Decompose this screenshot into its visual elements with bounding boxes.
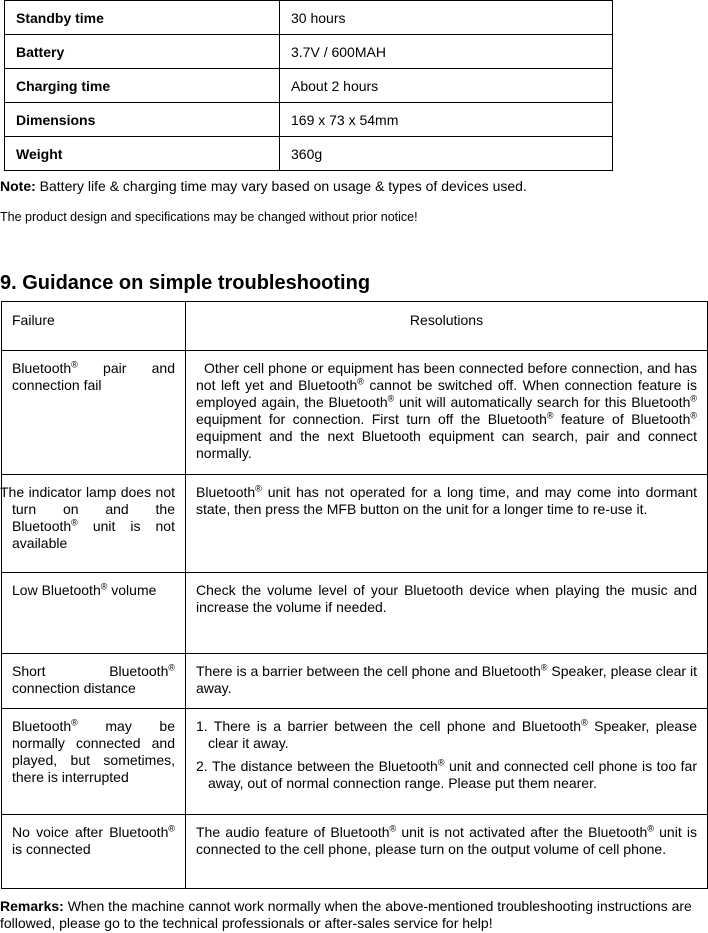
table-row (2, 654, 708, 709)
table-row (2, 709, 708, 815)
section-title: 9. Guidance on simple troubleshooting (0, 272, 371, 294)
troubleshooting-table (1, 301, 708, 889)
resolution-item-2: 2. The distance between the Bluetooth® unit and connected cell phone is too far away, out of normal connection range. Please put them nearer. (196, 757, 697, 791)
failure-cell: Bluetooth® pair and connection fail (2, 351, 186, 475)
resolution-cell: Other cell phone or equipment has been connected before connection, and has not left yet and Bluetooth® cannot be switched off. When connection feature is employed again, the Bluetooth® unit will automatically search for this Bluetooth® equipment for connection. First turn off the Bluetooth® feature of Bluetooth® equipment and the next Bluetooth equipment can search, pair and connect normally. (186, 351, 708, 475)
spec-value: 169 x 73 x 54mm (280, 103, 613, 137)
spec-value: 360g (280, 137, 613, 171)
spec-row (5, 103, 613, 137)
spec-label: Weight (5, 137, 280, 171)
failure-header: Failure (2, 302, 186, 351)
failure-cell: The indicator lamp does not turn on and the Bluetooth® unit is not available (2, 475, 186, 573)
spec-table (4, 0, 613, 171)
disclaimer: The product design and specifications may be changed without prior notice! (0, 210, 418, 224)
remarks-text: When the machine cannot work normally when the above-mentioned troubleshooting instructions are followed, please go to the technical professionals or after-sales service for help! (0, 898, 692, 931)
spec-row (5, 35, 613, 69)
spec-value: About 2 hours (280, 69, 613, 103)
table-row (2, 475, 708, 573)
note-text: Battery life & charging time may vary based on usage & types of devices used. (35, 178, 527, 194)
spec-value: 3.7V / 600MAH (280, 35, 613, 69)
spec-row (5, 69, 613, 103)
spec-label: Dimensions (5, 103, 280, 137)
resolutions-header: Resolutions (186, 302, 708, 351)
resolution-cell: There is a barrier between the cell phone and Bluetooth® Speaker, please clear it away. (186, 654, 708, 709)
failure-cell: Short Bluetooth® connection distance (2, 654, 186, 709)
resolution-cell (186, 709, 708, 815)
resolution-cell: Bluetooth® unit has not operated for a long time, and may come into dormant state, then press the MFB button on the unit for a longer time to re-use it. (186, 475, 708, 573)
remarks (0, 898, 700, 932)
table-row (2, 351, 708, 475)
failure-cell: No voice after Bluetooth® is connected (2, 815, 186, 889)
spec-label: Standby time (5, 1, 280, 35)
resolution-cell: Check the volume level of your Bluetooth device when playing the music and increase the volume if needed. (186, 573, 708, 654)
failure-cell: Bluetooth® may be normally connected and played, but sometimes, there is interrupted (2, 709, 186, 815)
spec-value: 30 hours (280, 1, 613, 35)
note (0, 178, 527, 194)
remarks-label: Remarks: (0, 898, 64, 914)
failure-cell: Low Bluetooth® volume (2, 573, 186, 654)
spec-row (5, 1, 613, 35)
table-header (2, 302, 708, 351)
table-row (2, 815, 708, 889)
spec-label: Charging time (5, 69, 280, 103)
spec-row (5, 137, 613, 171)
table-row (2, 573, 708, 654)
note-label: Note: (0, 178, 36, 194)
spec-label: Battery (5, 35, 280, 69)
resolution-item-1: 1. There is a barrier between the cell phone and Bluetooth® Speaker, please clear it away. (196, 717, 698, 751)
resolution-cell: The audio feature of Bluetooth® unit is not activated after the Bluetooth® unit is connected to the cell phone, please turn on the output volume of cell phone. (186, 815, 708, 889)
